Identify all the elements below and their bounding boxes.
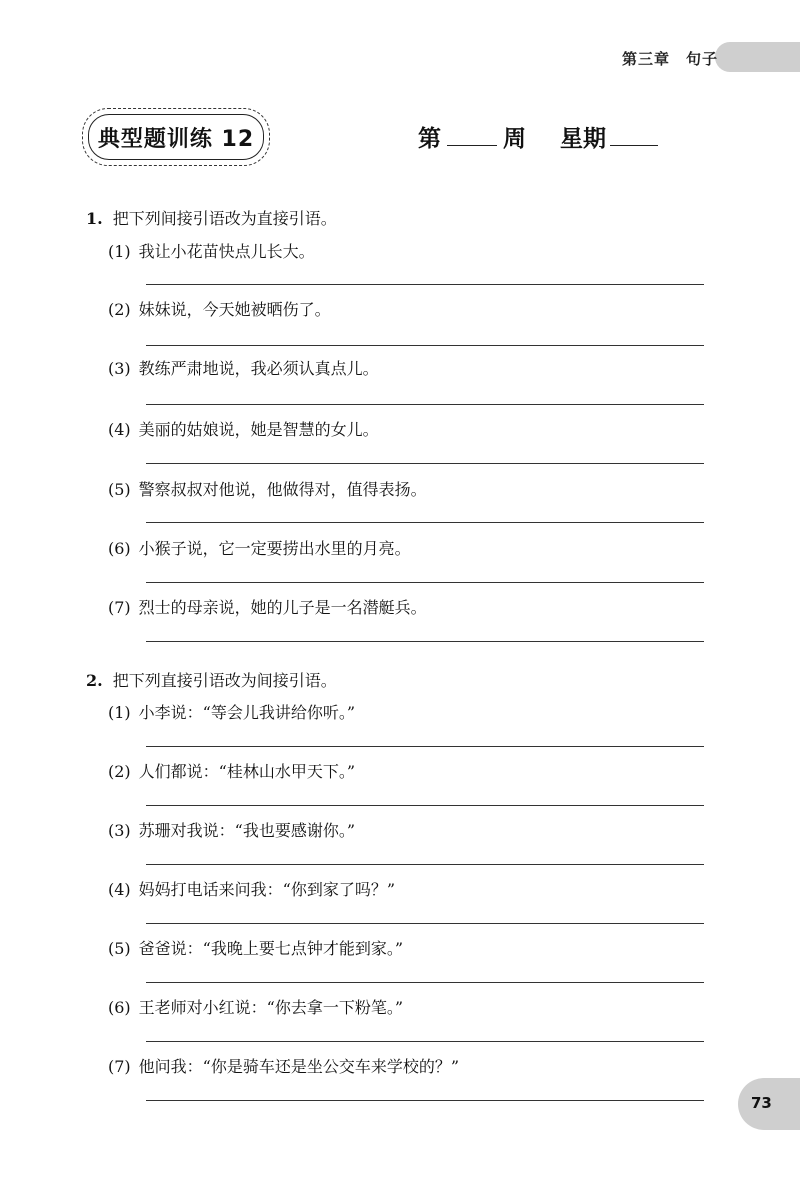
q2-item xyxy=(108,936,403,959)
q2-item-index: (6) xyxy=(108,998,131,1017)
q2-item xyxy=(108,1054,459,1077)
q2-item xyxy=(108,818,355,841)
q2-answer-line[interactable] xyxy=(146,746,704,747)
q1-item-index: (1) xyxy=(108,242,131,261)
q1-answer-line[interactable] xyxy=(146,345,704,346)
header-tab-shape xyxy=(715,42,800,72)
q1-item-text: 妹妹说，今天她被晒伤了。 xyxy=(138,300,331,319)
q2-item-index: (2) xyxy=(108,762,131,781)
week-prefix: 第 xyxy=(418,125,441,152)
title-frame xyxy=(82,108,270,166)
page-title: 典型题训练 12 xyxy=(97,126,255,152)
question-1-prompt: 把下列间接引语改为直接引语。 xyxy=(112,209,337,228)
q2-item-text: 妈妈打电话来问我：“你到家了吗？” xyxy=(138,880,396,899)
question-2-number: 2. xyxy=(86,671,103,690)
q2-item-text: 苏珊对我说：“我也要感谢你。” xyxy=(138,821,356,840)
q2-item xyxy=(108,759,355,782)
q2-item xyxy=(108,877,395,900)
q2-item-text: 王老师对小红说：“你去拿一下粉笔。” xyxy=(138,998,404,1017)
q1-answer-line[interactable] xyxy=(146,404,704,405)
q2-item-index: (5) xyxy=(108,939,131,958)
q2-item xyxy=(108,700,355,723)
q2-item-text: 他问我：“你是骑车还是坐公交车来学校的？” xyxy=(138,1057,460,1076)
q2-item-text: 人们都说：“桂林山水甲天下。” xyxy=(138,762,356,781)
q2-item-index: (1) xyxy=(108,703,131,722)
q1-item-text: 我让小花苗快点儿长大。 xyxy=(138,242,315,261)
q2-answer-line[interactable] xyxy=(146,923,704,924)
q1-item-index: (6) xyxy=(108,539,131,558)
q1-answer-line[interactable] xyxy=(146,522,704,523)
q1-item xyxy=(108,356,379,379)
q1-item xyxy=(108,239,315,262)
q2-item-index: (4) xyxy=(108,880,131,899)
weekday-blank[interactable] xyxy=(610,121,658,146)
q1-item xyxy=(108,477,427,500)
q1-answer-line[interactable] xyxy=(146,284,704,285)
question-1-number: 1. xyxy=(86,209,103,228)
q1-item-text: 美丽的姑娘说，她是智慧的女儿。 xyxy=(138,420,379,439)
q1-item xyxy=(108,595,427,618)
chapter-header: 第三章 句子 xyxy=(622,50,719,68)
question-2-heading xyxy=(86,668,337,691)
q2-answer-line[interactable] xyxy=(146,1100,704,1101)
title-frame-inner xyxy=(88,114,264,160)
week-label: 周 xyxy=(503,125,526,152)
q1-item-text: 教练严肃地说，我必须认真点儿。 xyxy=(138,359,379,378)
q1-answer-line[interactable] xyxy=(146,582,704,583)
q2-answer-line[interactable] xyxy=(146,805,704,806)
q1-item-index: (7) xyxy=(108,598,131,617)
q1-item-index: (3) xyxy=(108,359,131,378)
q2-answer-line[interactable] xyxy=(146,982,704,983)
question-1-heading xyxy=(86,206,337,229)
page-number: 73 xyxy=(751,1094,772,1112)
q1-item xyxy=(108,417,379,440)
q1-item xyxy=(108,297,331,320)
q2-item xyxy=(108,995,403,1018)
q2-item-index: (7) xyxy=(108,1057,131,1076)
week-blank[interactable] xyxy=(447,121,497,146)
q1-answer-line[interactable] xyxy=(146,463,704,464)
q2-answer-line[interactable] xyxy=(146,864,704,865)
weekday-label: 星期 xyxy=(560,125,606,152)
q1-item-text: 小猴子说，它一定要捞出水里的月亮。 xyxy=(138,539,411,558)
q1-item xyxy=(108,536,411,559)
q1-item-index: (4) xyxy=(108,420,131,439)
q2-item-text: 爸爸说：“我晚上要七点钟才能到家。” xyxy=(138,939,404,958)
question-2-prompt: 把下列直接引语改为间接引语。 xyxy=(112,671,337,690)
q1-answer-line[interactable] xyxy=(146,641,704,642)
q1-item-text: 警察叔叔对他说，他做得对，值得表扬。 xyxy=(138,480,427,499)
q2-item-text: 小李说：“等会儿我讲给你听。” xyxy=(138,703,356,722)
q1-item-index: (2) xyxy=(108,300,131,319)
q1-item-text: 烈士的母亲说，她的儿子是一名潜艇兵。 xyxy=(138,598,427,617)
q2-item-index: (3) xyxy=(108,821,131,840)
q2-answer-line[interactable] xyxy=(146,1041,704,1042)
week-day-line xyxy=(418,120,658,153)
q1-item-index: (5) xyxy=(108,480,131,499)
